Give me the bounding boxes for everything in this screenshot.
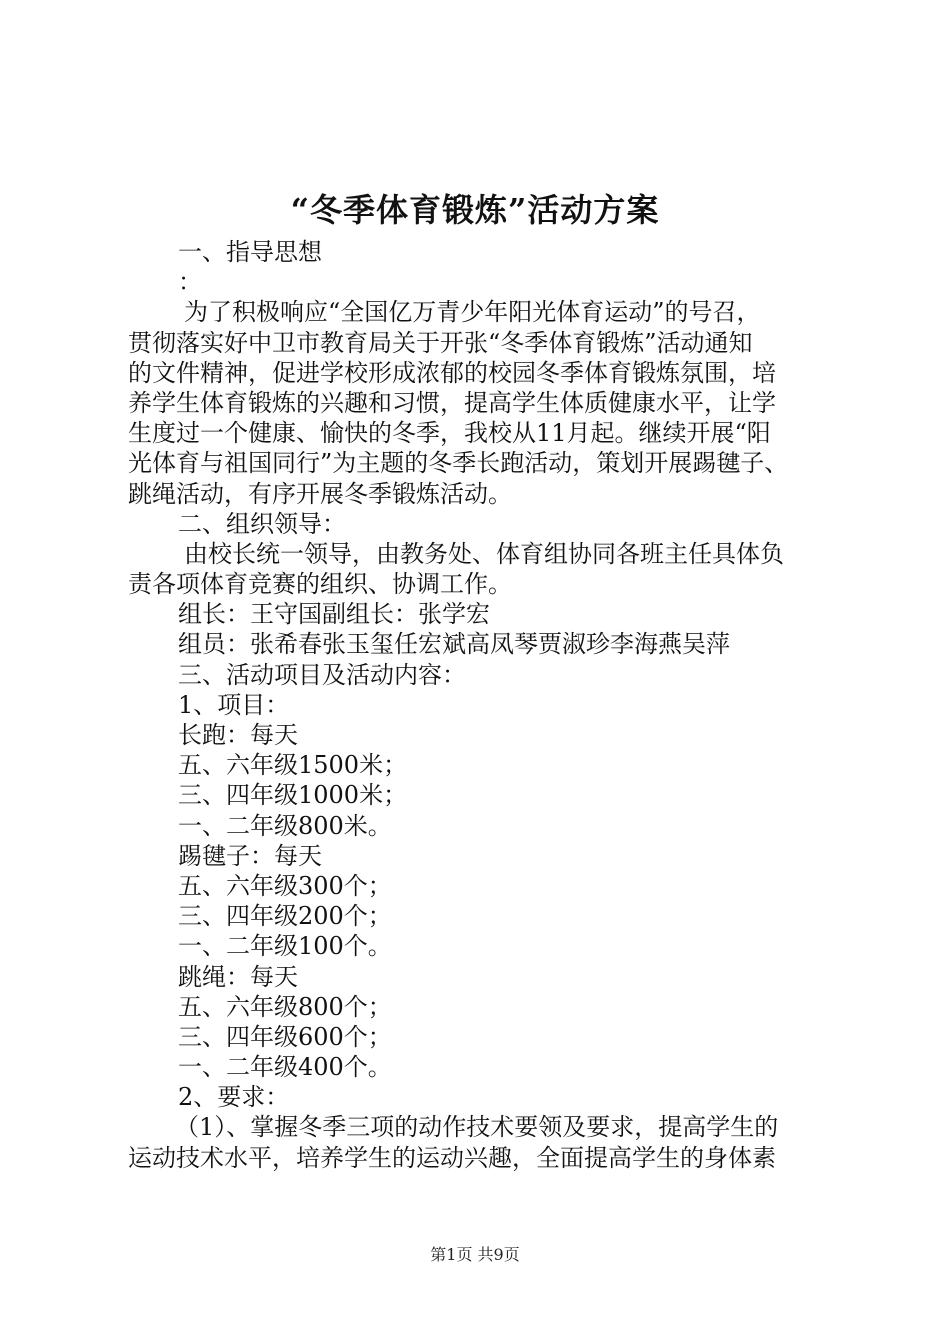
subheading-items: 1、项目：: [178, 690, 290, 719]
leader-line: 组长：王守国副组长：张学宏: [178, 600, 490, 629]
list-item: 三、四年级200个；: [178, 902, 392, 931]
paragraph-line: （1）、掌握冬季三项的动作技术要领及要求，提高学生的: [175, 1113, 779, 1142]
heading-activities: 三、活动项目及活动内容：: [178, 660, 466, 689]
list-item: 五、六年级1500米；: [178, 751, 408, 780]
paragraph-line: 责各项体育竞赛的组织、协调工作。: [128, 570, 512, 599]
list-item: 一、二年级400个。: [178, 1053, 392, 1082]
members-line: 组员：张希春张玉玺任宏斌高凤琴贾淑珍李海燕吴萍: [178, 630, 730, 659]
list-item: 五、六年级800个；: [178, 992, 392, 1021]
list-item: 跳绳：每天: [178, 962, 298, 991]
paragraph-line: 的文件精神，促进学校形成浓郁的校园冬季体育锻炼氛围，培: [128, 358, 776, 387]
paragraph-line: 光体育与祖国同行”为主题的冬季长跑活动，策划开展踢毽子、: [128, 449, 789, 478]
heading-organization: 二、组织领导：: [178, 509, 346, 538]
list-item: 三、四年级600个；: [178, 1022, 392, 1051]
list-item: 一、二年级800米。: [178, 811, 392, 840]
paragraph-line: 为了积极响应“全国亿万青少年阳光体育运动”的号召，: [184, 298, 761, 327]
paragraph-line: 养学生体育锻炼的兴趣和习惯，提高学生体质健康水平，让学: [128, 388, 776, 417]
paragraph-line: 贯彻落实好中卫市教育局关于开张“冬季体育锻炼”活动通知: [128, 328, 753, 357]
paragraph-line: 运动技术水平，培养学生的运动兴趣，全面提高学生的身体素: [128, 1143, 776, 1172]
paragraph-line: 由校长统一领导，由教务处、体育组协同各班主任具体负: [184, 539, 784, 568]
page-footer: 第1页 共9页: [430, 1245, 520, 1264]
document-body: [128, 237, 840, 1173]
list-item: 三、四年级1000米；: [178, 781, 408, 810]
paragraph-line: 生度过一个健康、愉快的冬季，我校从11月起。继续开展“阳: [128, 419, 771, 448]
list-item: 一、二年级100个。: [178, 932, 392, 961]
heading-guiding-thought: 一、指导思想: [178, 238, 322, 266]
list-item: 长跑：每天: [178, 721, 298, 749]
list-item: 踢毽子：每天: [178, 841, 322, 870]
paragraph-line: 跳绳活动，有序开展冬季锻炼活动。: [128, 479, 512, 508]
text-line: ：: [178, 268, 202, 297]
subheading-requirements: 2、要求：: [178, 1083, 290, 1112]
document-title: “冬季体育锻炼”活动方案: [290, 191, 660, 229]
list-item: 五、六年级300个；: [178, 871, 392, 900]
